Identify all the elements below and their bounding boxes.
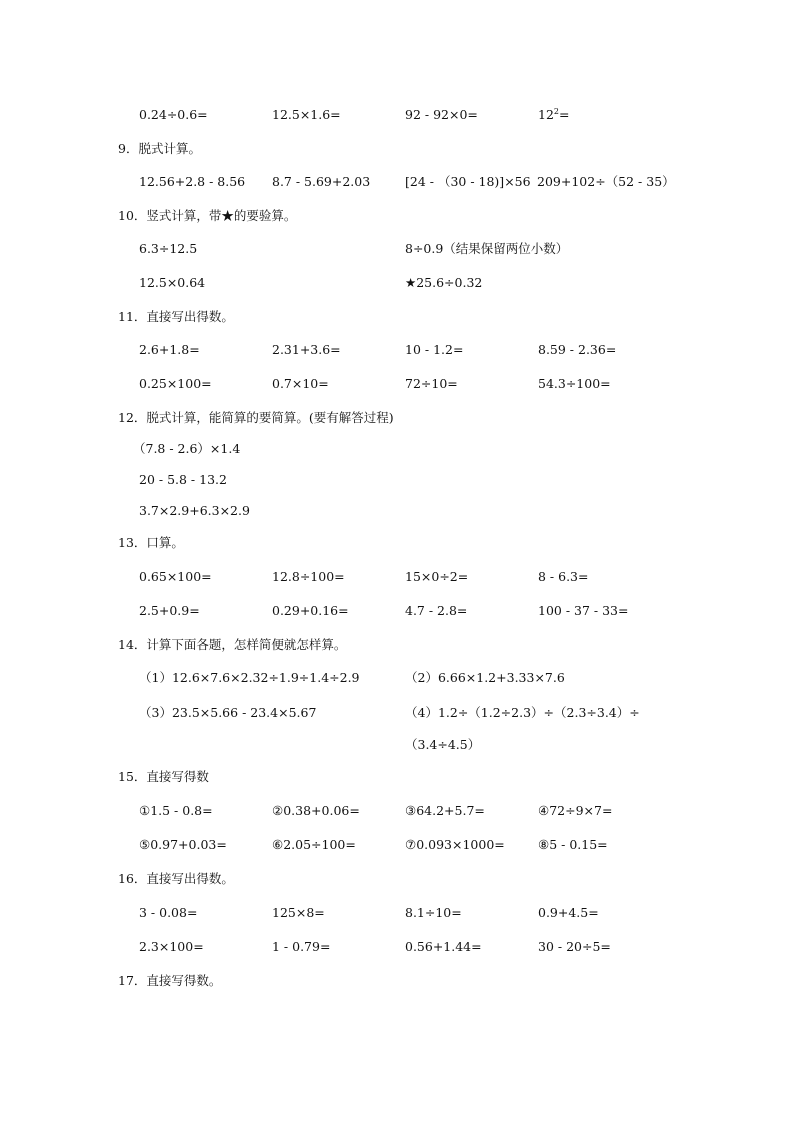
expr: 12.56+2.8 - 8.56 — [139, 174, 246, 189]
expr: 8.59 - 2.36= — [538, 342, 617, 357]
power-tail: = — [559, 107, 570, 122]
power-exponent: 2 — [553, 107, 559, 116]
expr: ⑦0.093×1000= — [405, 837, 505, 852]
expr: 0.9+4.5= — [538, 905, 599, 920]
expr: 10 - 1.2= — [405, 342, 464, 357]
expr: 125×8= — [272, 905, 325, 920]
expr: 6.3÷12.5 — [139, 241, 198, 256]
expr: ④72÷9×7= — [538, 803, 613, 818]
expr: （1）12.6×7.6×2.32÷1.9÷1.4÷2.9 — [139, 670, 360, 685]
expr: ⑤0.97+0.03= — [139, 837, 227, 852]
expr: （2）6.66×1.2+3.33×7.6 — [405, 670, 565, 685]
expr: 8÷0.9（结果保留两位小数） — [405, 241, 569, 256]
expr: 0.65×100= — [139, 569, 212, 584]
expr: 0.25×100= — [139, 376, 212, 391]
expr: 3.7×2.9+6.3×2.9 — [139, 503, 250, 518]
expr: （3.4÷4.5） — [405, 737, 481, 752]
expr: 15×0÷2= — [405, 569, 469, 584]
question-title: 10．竖式计算，带★的要验算。 — [118, 208, 297, 223]
expr: 3 - 0.08= — [139, 905, 198, 920]
expr: 20 - 5.8 - 13.2 — [139, 472, 227, 487]
expr: 100 - 37 - 33= — [538, 603, 629, 618]
expr: 8 - 6.3= — [538, 569, 589, 584]
power-base: 12 — [538, 107, 554, 122]
expr: 2.3×100= — [139, 939, 204, 954]
expr: 54.3÷100= — [538, 376, 611, 391]
question-title: 17．直接写得数。 — [118, 973, 222, 988]
expr: 2.5+0.9= — [139, 603, 200, 618]
expr: 8.1÷10= — [405, 905, 462, 920]
expr: （3）23.5×5.66 - 23.4×5.67 — [139, 705, 317, 720]
expr: ③64.2+5.7= — [405, 803, 485, 818]
expr: ⑧5 - 0.15= — [538, 837, 608, 852]
question-title: 11．直接写出得数。 — [118, 309, 234, 324]
question-title: 9．脱式计算。 — [118, 141, 201, 156]
expr: （7.8 - 2.6）×1.4 — [133, 441, 241, 456]
expr: 209+102÷（52 - 35） — [537, 174, 675, 189]
expr: 2.31+3.6= — [272, 342, 341, 357]
question-title: 16．直接写出得数。 — [118, 871, 234, 886]
expr: 0.29+0.16= — [272, 603, 349, 618]
expr: [24 - （30 - 18)]×56 — [405, 174, 531, 189]
expr: 12.8÷100= — [272, 569, 345, 584]
expr: 2.6+1.8= — [139, 342, 200, 357]
expr: 0.7×10= — [272, 376, 329, 391]
question-title: 14．计算下面各题，怎样简便就怎样算。 — [118, 637, 347, 652]
expr: 30 - 20÷5= — [538, 939, 611, 954]
question-title: 15．直接写得数 — [118, 769, 209, 784]
question-title: 13．口算。 — [118, 535, 184, 550]
expr-power — [538, 107, 569, 123]
expr: 92 - 92×0= — [405, 107, 478, 122]
expr: ⑥2.05÷100= — [272, 837, 356, 852]
expr: 8.7 - 5.69+2.03 — [272, 174, 371, 189]
expr: ①1.5 - 0.8= — [139, 803, 213, 818]
expr: 12.5×0.64 — [139, 275, 206, 290]
expr: 12.5×1.6= — [272, 107, 341, 122]
expr: ★25.6÷0.32 — [405, 275, 483, 290]
expr: 0.24÷0.6= — [139, 107, 208, 122]
expr: （4）1.2÷（1.2÷2.3）÷（2.3÷3.4）÷ — [405, 705, 640, 720]
expr: 1 - 0.79= — [272, 939, 331, 954]
expr: 72÷10= — [405, 376, 458, 391]
expr: 4.7 - 2.8= — [405, 603, 468, 618]
expr: 0.56+1.44= — [405, 939, 482, 954]
question-title: 12．脱式计算，能简算的要简算。(要有解答过程) — [118, 410, 394, 425]
expr: ②0.38+0.06= — [272, 803, 360, 818]
